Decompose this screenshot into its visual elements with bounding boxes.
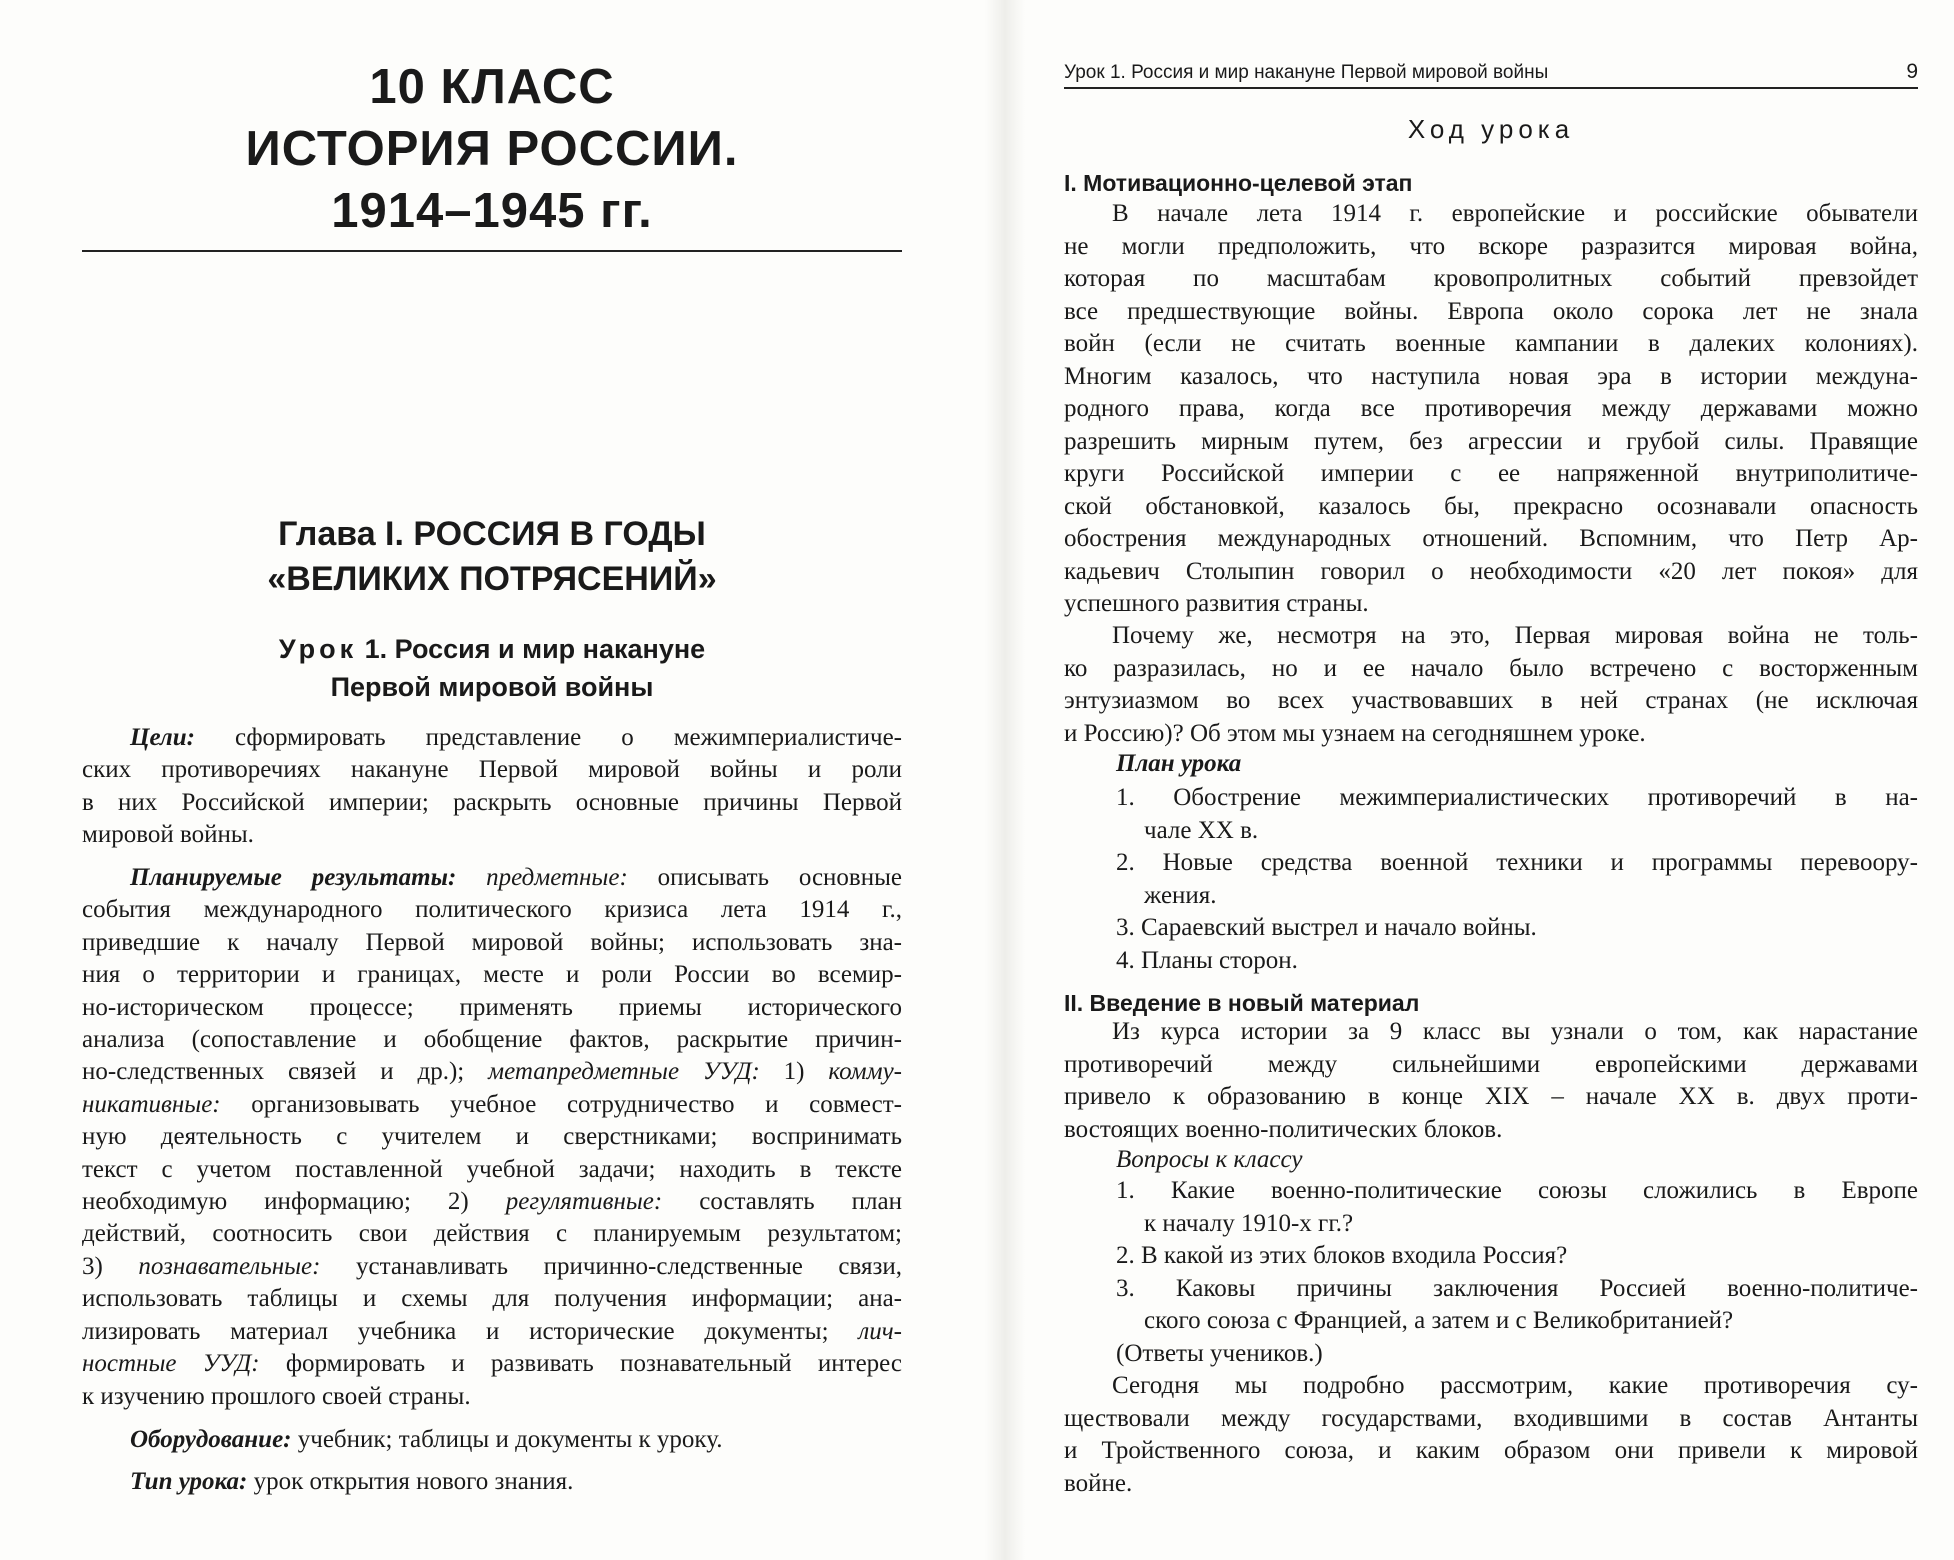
text-line: востоящих военно-политических блоков. — [1064, 1115, 1503, 1143]
text-line: войн (если не считать военные кампании в далеких колониях). — [1064, 330, 1918, 357]
text-fragment: описывать основные — [627, 864, 903, 891]
text-fragment: урок открытия нового знания. — [247, 1468, 574, 1495]
text-fragment: устанавливать причинно-следственные связи, — [320, 1252, 902, 1280]
equipment-paragraph — [82, 1424, 902, 1456]
chapter-title-line: «ВЕЛИКИХ ПОТРЯСЕНИЙ» — [267, 560, 717, 598]
answers-note: (Ответы учеников.) — [1116, 1339, 1323, 1367]
lesson-title — [82, 630, 902, 706]
text-line: текст с учетом поставленной учебной задачи; находить в тексте — [82, 1155, 902, 1183]
results-paragraph — [82, 862, 902, 1413]
right-page — [1030, 0, 1954, 1560]
text-fragment: 3) — [82, 1252, 139, 1280]
chapter-title — [82, 512, 902, 602]
comm-label: никативные: — [82, 1090, 221, 1118]
text-line: кадьевич Столыпин говорил о необходимости «20 лет покоя» для — [1064, 557, 1918, 585]
text-line: и Россию)? Об этом мы узнаем на сегодняшнем уроке. — [1064, 719, 1646, 747]
text-line: ния о территории и границах, месте и роли России во всемир- — [82, 961, 902, 989]
text-line: Почему же, несмотря на это, Первая мировая война не толь- — [1112, 622, 1918, 649]
title-rule — [82, 250, 902, 252]
text-line: привело к образованию в конце XIX – начале XX в. двух проти- — [1064, 1083, 1918, 1110]
page-number: 9 — [1906, 60, 1918, 83]
list-item: 2. Новые средства военной техники и программы перевоору- — [1116, 849, 1918, 876]
questions-title: Вопросы к классу — [1116, 1146, 1303, 1173]
list-item-continuation: чале XX в. — [1144, 816, 1259, 844]
section1-title: I. Мотивационно-целевой этап — [1064, 170, 1413, 196]
text-line: ских противоречиях накануне Первой мировой войны и роли — [82, 756, 902, 784]
reg-label: регулятивные: — [505, 1188, 663, 1216]
text-line: действий, соотносить свои действия с планируемым результатом; — [82, 1220, 902, 1248]
running-head — [1064, 60, 1918, 89]
plan-list — [1116, 782, 1918, 977]
text-line: которая по масштабам кровопролитных событий превзойдет — [1064, 265, 1918, 292]
section1-paragraph1 — [1064, 198, 1918, 621]
text-fragment: организовывать учебное сотрудничество и совмест- — [220, 1090, 902, 1118]
list-item-continuation: к началу 1910-х гг.? — [1144, 1209, 1354, 1237]
chapter-title-line: Глава I. РОССИЯ В ГОДЫ — [278, 515, 706, 553]
text-line: войне. — [1064, 1469, 1133, 1497]
text-line: в них Российской империи; раскрыть основные причины Первой — [82, 788, 902, 816]
text-fragment: необходимую информацию; 2) — [82, 1188, 506, 1216]
results-subject-label: предметные: — [486, 864, 628, 891]
text-line: но-историческом процессе; применять приемы исторического — [82, 993, 902, 1021]
text-line: энтузиазмом во всех участвовавших в ней странах (не исключая — [1064, 687, 1918, 714]
list-item: 3. Сараевский выстрел и начало войны. — [1116, 914, 1537, 941]
text-line: события международного политического кризиса лета 1914 г., — [82, 896, 902, 924]
list-item: 2. В какой из этих блоков входила Россия? — [1116, 1242, 1568, 1269]
plan-title: План урока — [1116, 750, 1242, 777]
text-fragment: но-следственных связей и др.); — [82, 1058, 489, 1086]
book-spine — [985, 0, 1025, 1560]
text-line: к изучению прошлого своей страны. — [82, 1382, 471, 1410]
text-line: использовать таблицы и схемы для получения информации; ана- — [82, 1285, 902, 1313]
text-line: сформировать представление о межимпериалистиче- — [194, 724, 902, 751]
lesson-title-line2: Первой мировой войны — [330, 672, 654, 702]
text-fragment: учебник; таблицы и документы к уроку. — [291, 1426, 723, 1453]
text-line: не могли предположить, что вскоре разразится мировая война, — [1064, 232, 1918, 260]
running-head-title: Урок 1. Россия и мир накануне Первой мировой войны — [1064, 62, 1549, 83]
section1-paragraph2 — [1064, 620, 1918, 750]
cog-label: познавательные: — [138, 1252, 321, 1280]
text-line: Из курса истории за 9 класс вы узнали о том, как нарастание — [1112, 1018, 1918, 1045]
text-line: Многим казалось, что наступила новая эра в истории междуна- — [1064, 362, 1918, 390]
text-line: родного права, когда все противоречия между державами можно — [1064, 395, 1918, 422]
goals-paragraph — [82, 722, 902, 852]
text-line: ко разразилась, но и ее начало было встречено с восторженным — [1064, 654, 1918, 682]
section2-paragraph2 — [1064, 1370, 1918, 1500]
text-fragment: составлять план — [662, 1188, 902, 1216]
section2-paragraph1 — [1064, 1016, 1918, 1146]
text-fragment: лизировать материал учебника и исторические документы; — [82, 1317, 859, 1345]
list-item-continuation: жения. — [1144, 881, 1217, 909]
text-line: ществовали между государствами, входившими в состав Антанты — [1064, 1404, 1918, 1432]
list-item: 1. Какие военно-политические союзы сложились в Европе — [1116, 1177, 1918, 1204]
text-line: приведшие к началу Первой мировой войны; использовать зна- — [82, 928, 902, 956]
section2-title: II. Введение в новый материал — [1064, 990, 1420, 1016]
lesson-type-label: Тип урока: — [130, 1468, 248, 1495]
text-line: разрешить мирным путем, без агрессии и грубой силы. Правящие — [1064, 427, 1918, 455]
goals-label: Цели: — [130, 724, 195, 751]
pers-label: лич- — [858, 1317, 902, 1345]
list-item: 1. Обострение межимпериалистических противоречий в на- — [1116, 784, 1918, 811]
text-line: обострения международных отношений. Вспомним, что Петр Ар- — [1064, 525, 1918, 552]
comm-label: комму- — [828, 1058, 902, 1086]
pers-label: ностные УУД: — [82, 1350, 260, 1378]
grade-title-line: 1914–1945 гг. — [331, 184, 653, 238]
lesson-course-title: Ход урока — [1407, 114, 1575, 144]
text-fragment: формировать и развивать познавательный интерес — [259, 1350, 902, 1378]
grade-title-line: 10 КЛАСС — [369, 60, 615, 114]
list-item: 3. Каковы причины заключения Россией военно-политиче- — [1116, 1274, 1918, 1302]
text-line: ской обстановкой, казалось бы, прекрасно осознавали опасность — [1064, 492, 1918, 520]
list-item-continuation: ского союза с Францией, а затем и с Великобританией? — [1144, 1307, 1734, 1334]
text-line: мировой войны. — [82, 821, 254, 849]
lesson-title-text: 1. Россия и мир накануне — [364, 634, 706, 664]
list-item: 4. Планы сторон. — [1116, 946, 1298, 974]
results-label: Планируемые результаты: — [130, 864, 457, 891]
grade-title — [82, 56, 902, 242]
text-line: ную деятельность с учителем и сверстниками; воспринимать — [82, 1123, 902, 1151]
text-line: Сегодня мы подробно рассмотрим, какие противоречия су- — [1112, 1372, 1918, 1399]
questions-list — [1116, 1175, 1918, 1370]
text-line: противоречий между сильнейшими европейскими державами — [1064, 1050, 1918, 1078]
grade-title-line: ИСТОРИЯ РОССИИ. — [245, 122, 739, 176]
text-fragment: 1) — [759, 1058, 829, 1086]
text-line: все предшествующие войны. Европа около сорока лет не знала — [1064, 297, 1918, 325]
text-line: и Тройственного союза, и каким образом они привели к мировой — [1064, 1437, 1918, 1464]
text-line: успешного развития страны. — [1064, 590, 1369, 617]
text-line: анализа (сопоставление и обобщение фактов, раскрытие причин- — [82, 1026, 902, 1054]
text-line: круги Российской империи с ее напряженной внутриполитиче- — [1064, 460, 1918, 487]
text-line: В начале лета 1914 г. европейские и российские обыватели — [1112, 200, 1918, 227]
meta-label: метапредметные УУД: — [488, 1058, 760, 1086]
lesson-label: Урок — [278, 634, 358, 664]
lesson-type-paragraph — [82, 1466, 902, 1498]
equipment-label: Оборудование: — [130, 1426, 292, 1453]
